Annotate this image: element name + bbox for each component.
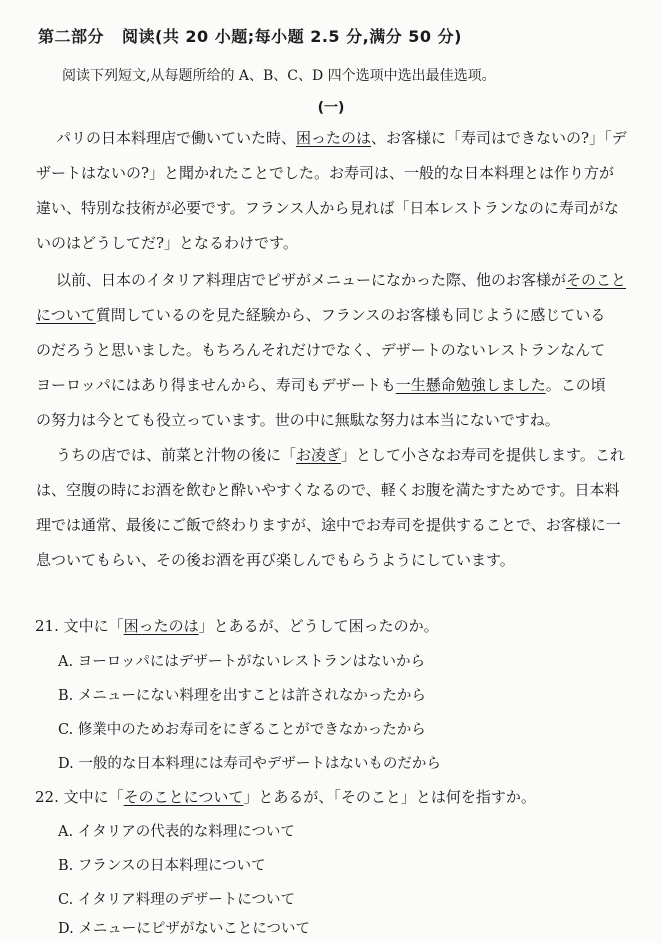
passage-line <box>56 270 632 290</box>
text-span: 以前、日本のイタリア料理店でピザがメニューになかった際、他のお客様が <box>56 271 567 289</box>
question-21-stem <box>35 615 439 636</box>
passage-line: は、空腹の時にお酒を飲むと酔いやすくなるので、軽くお腹を満たすためです。日本料 <box>36 481 620 499</box>
question-21-option-d: D. 一般的な日本料理には寿司やデザートはないものだから <box>58 756 441 772</box>
question-number: 21. <box>35 617 59 635</box>
text-span: うちの店では、前菜と汁物の後に「 <box>56 446 297 464</box>
instruction-text: 阅读下列短文,从每题所给的 A、B、C、D 四个选项中选出最佳选项。 <box>62 68 496 84</box>
question-21-option-a: A. ヨーロッパにはデザートがないレストランはないから <box>58 654 425 670</box>
text-span: 文中に「 <box>63 617 124 635</box>
text-span: パリの日本料理店で働いていた時、 <box>56 129 297 147</box>
passage-line <box>36 305 632 325</box>
text-span: 。この頃 <box>545 376 606 394</box>
question-number: 22. <box>35 788 59 806</box>
underlined-phrase: そのこと <box>566 271 627 289</box>
question-21-option-b: B. メニューにない料理を出すことは許されなかったから <box>58 688 426 704</box>
passage-line: ザートはないの?」と聞かれたことでした。お寿司は、一般的な日本料理とは作り方が <box>36 164 615 182</box>
text-span: 、お客様に「寿司はできないの?」「デ <box>371 129 627 147</box>
underlined-phrase: について <box>36 306 96 324</box>
underlined-phrase: お凌ぎ <box>296 446 342 464</box>
section-header <box>38 24 462 47</box>
underlined-phrase: 困ったのは <box>123 617 199 635</box>
passage-line <box>36 375 632 395</box>
underlined-phrase: 一生懸命勉強しました <box>395 376 546 394</box>
section-title: 阅读(共 20 小题;每小题 2.5 分,满分 50 分) <box>122 27 462 46</box>
text-span: 文中に「 <box>63 788 124 806</box>
underlined-phrase: 困ったのは <box>296 129 372 147</box>
passage-line: 理では通常、最後にご飯で終わりますが、途中でお寿司を提供することで、お客様に一 <box>36 516 621 534</box>
question-22-option-d: D. メニューにピザがないことについて <box>58 921 311 937</box>
passage-line: の努力は今とても役立っています。世の中に無駄な努力は本当にないですね。 <box>36 411 560 429</box>
question-22-option-b: B. フランスの日本料理について <box>58 858 266 874</box>
passage-line: 違い、特別な技術が必要です。フランス人から見れば「日本レストランなのに寿司がな <box>36 199 619 217</box>
passage-line <box>56 445 632 465</box>
underlined-phrase: そのことについて <box>123 788 244 806</box>
question-22-stem <box>35 786 536 807</box>
text-span: 」とあるが、「そのこと」とは何を指すか。 <box>243 788 536 806</box>
passage-line: いのはどうしてだ?」となるわけです。 <box>36 234 298 252</box>
question-22-option-a: A. イタリアの代表的な料理について <box>58 824 295 840</box>
text-span: ヨーロッパにはあり得ませんから、寿司もデザートも <box>36 376 396 394</box>
text-span: 」として小さなお寿司を提供します。これ <box>341 446 625 464</box>
section-marker: (一) <box>317 100 345 116</box>
text-span: 質問しているのを見た経験から、フランスのお客様も同じように感じている <box>95 306 606 324</box>
passage-line: のだろうと思いました。もちろんそれだけでなく、デザートのないレストランなんて <box>36 341 606 359</box>
passage-line <box>56 128 632 148</box>
text-span: 」とあるが、どうして困ったのか。 <box>198 617 439 635</box>
part-label: 第二部分 <box>38 27 105 46</box>
passage-line: 息ついてもらい、その後お酒を再び楽しんでもらうようにしています。 <box>36 551 515 569</box>
question-22-option-c: C. イタリア料理のデザートについて <box>58 892 296 908</box>
question-21-option-c: C. 修業中のためお寿司をにぎることができなかったから <box>58 722 426 738</box>
